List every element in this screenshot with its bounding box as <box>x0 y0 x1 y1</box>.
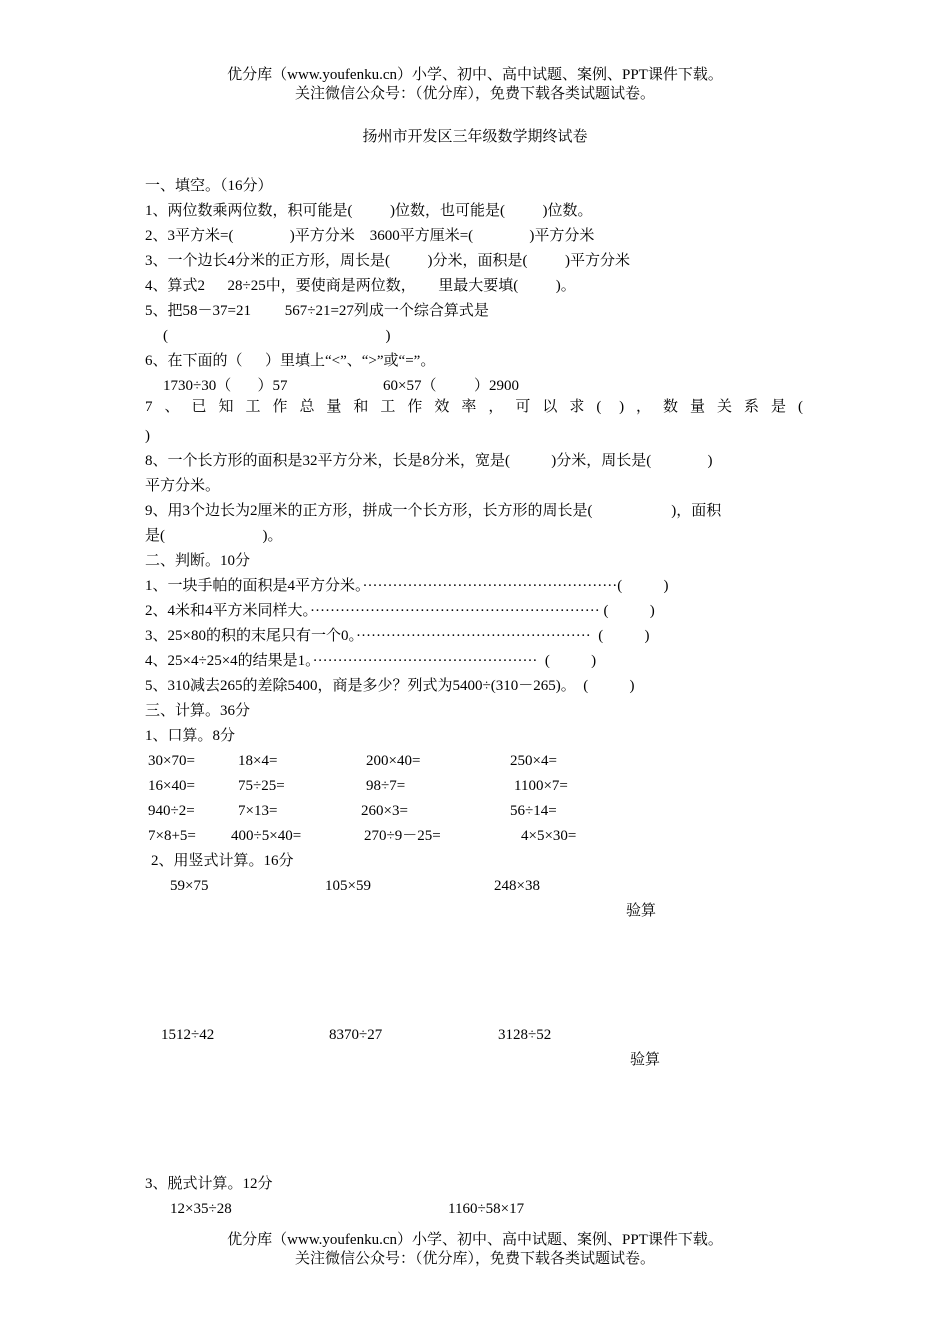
oral-item: 940÷2= <box>148 803 195 819</box>
oral-item: 1100×7= <box>514 778 568 794</box>
vertical-problem: 248×38 <box>494 878 540 894</box>
question-2: 2、3平方米=( )平方分米 3600平方厘米=( )平方分米 <box>145 228 595 244</box>
question-5: 5、把58－37=21 567÷21=27列成一个综合算式是 <box>145 303 489 319</box>
oral-item: 7×8+5= <box>148 828 196 844</box>
oral-item: 260×3= <box>361 803 408 819</box>
page-title: 扬州市开发区三年级数学期终试卷 <box>362 129 588 145</box>
question-6-compare-a: 1730÷30（ ）57 <box>163 378 288 394</box>
oral-item: 18×4= <box>238 753 278 769</box>
judgement-item-1: 1、一块手帕的面积是4平方分米。···················································( ) <box>145 578 669 594</box>
oral-item: 400÷5×40= <box>231 828 302 844</box>
vertical-problem: 105×59 <box>325 878 371 894</box>
question-8: 8、一个长方形的面积是32平方分米，长是8分米，宽是( )分米，周长是( ) <box>145 453 713 469</box>
stepwise-heading: 3、脱式计算。12分 <box>145 1176 273 1192</box>
oral-heading: 1、口算。8分 <box>145 728 236 744</box>
question-6-compare-b: 60×57（ ）2900 <box>383 378 519 394</box>
oral-item: 250×4= <box>510 753 557 769</box>
question-1: 1、两位数乘两位数，积可能是( )位数，也可能是( )位数。 <box>145 203 593 219</box>
judgement-item-4: 4、25×4÷25×4的结果是1。············································· ( ) <box>145 653 597 669</box>
stepwise-problem: 12×35÷28 <box>170 1201 232 1217</box>
oral-item: 56÷14= <box>510 803 557 819</box>
judgement-item-3: 3、25×80的积的末尾只有一个0。··············································· ( ) <box>145 628 650 644</box>
judgement-item-2: 2、4米和4平方米同样大。·························································· ( ) <box>145 603 655 619</box>
question-9: 9、用3个边长为2厘米的正方形，拼成一个长方形，长方形的周长是( )，面积 <box>145 503 722 519</box>
question-9-end: 是( )。 <box>145 528 283 544</box>
stepwise-problem: 1160÷58×17 <box>448 1201 525 1217</box>
vertical-problem: 3128÷52 <box>498 1027 552 1043</box>
footer-line-1: 优分库（www.youfenku.cn）小学、初中、高中试题、案例、PPT课件下载。 <box>227 1232 723 1248</box>
header-line-2: 关注微信公众号：（优分库），免费下载各类试题试卷。 <box>294 86 655 102</box>
vertical-problem: 8370÷27 <box>329 1027 383 1043</box>
check-label-2: 验算 <box>630 1052 661 1068</box>
footer-line-2: 关注微信公众号：（优分库），免费下载各类试题试卷。 <box>294 1251 655 1267</box>
question-6: 6、在下面的（ ）里填上“<”、“>”或“=”。 <box>145 353 436 369</box>
section1-heading: 一、填空。（16分） <box>145 178 273 194</box>
oral-item: 7×13= <box>238 803 278 819</box>
oral-item: 200×40= <box>366 753 421 769</box>
question-8-end: 平方分米。 <box>145 478 221 494</box>
oral-item: 75÷25= <box>238 778 285 794</box>
oral-item: 16×40= <box>148 778 195 794</box>
question-5-answer-blank: ( ) <box>163 328 391 344</box>
vertical-problem: 59×75 <box>170 878 209 894</box>
oral-item: 98÷7= <box>366 778 406 794</box>
section2-heading: 二、判断。10分 <box>145 553 251 569</box>
oral-item: 270÷9－25= <box>364 828 441 844</box>
oral-item: 30×70= <box>148 753 195 769</box>
judgement-item-5: 5、310减去265的差除5400，商是多少？列式为5400÷(310－265)。 ( ) <box>145 678 635 694</box>
vertical-problem: 1512÷42 <box>161 1027 215 1043</box>
question-7: 7、已知工作总量和工作效率，可以求( )，数量关系是( <box>145 399 805 415</box>
question-3: 3、一个边长4分米的正方形，周长是( )分米，面积是( )平方分米 <box>145 253 630 269</box>
section3-heading: 三、计算。36分 <box>145 703 251 719</box>
vertical-heading: 2、用竖式计算。16分 <box>151 853 294 869</box>
question-7-end: ) <box>145 428 150 444</box>
header-line-1: 优分库（www.youfenku.cn）小学、初中、高中试题、案例、PPT课件下载。 <box>227 67 723 83</box>
oral-item: 4×5×30= <box>521 828 577 844</box>
question-4: 4、算式2 28÷25中，要使商是两位数， 里最大要填( )。 <box>145 278 576 294</box>
check-label-1: 验算 <box>626 903 657 919</box>
